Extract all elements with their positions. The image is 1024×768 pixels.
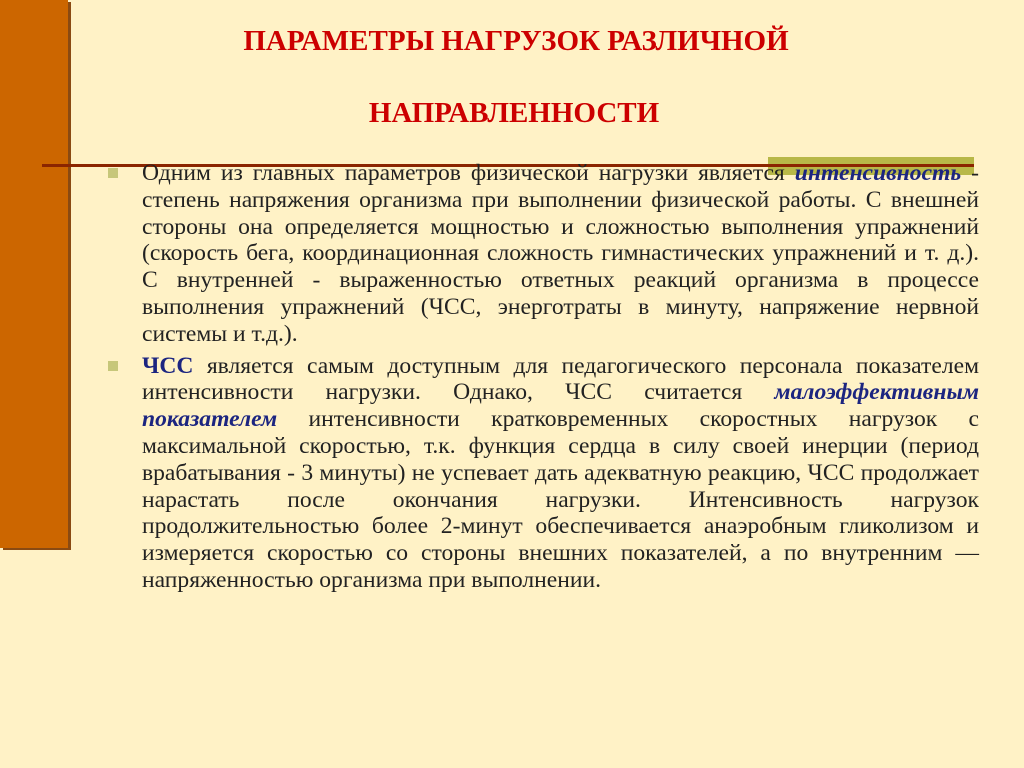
bullet-text <box>142 353 979 594</box>
bullet-2-text-before: является самым доступным для педагогического персонала показателем интенсивности нагрузки. Однако, ЧСС считается <box>142 352 979 406</box>
slide-title <box>0 20 1024 134</box>
square-bullet-icon <box>108 361 118 371</box>
bullet-2-text-after: интенсивности кратковременных скоростных нагрузок с максимальной скоростью, т.к. функция сердца в силу своей инерции (период врабатывания - 3 минуты) не успевает дать адекватную реакцию, ЧСС продолжает нарастать после окончания нагрузки. Интенсивность нагрузок продолжительностью более 2-минут обеспечивается анаэробным гликолизом и измеряется скоростью со стороны внешних показателей, а по внутренним — напряженностью организма при выполнении. <box>142 406 979 593</box>
bullet-item-heart-rate <box>106 353 979 594</box>
title-line-2: НАПРАВЛЕННОСТИ <box>368 97 660 129</box>
bullet-1-emphasis: интенсивность <box>794 160 962 186</box>
bullet-1-text-after: - степень напряжения организма при выполнении физической работы. С внешней стороны она определяется мощностью и сложностью выполнения упражнений (скорость бега, координационная сложность гимнастических упражнений и т. д.). С внутренней - выраженностью ответных реакций организма в процессе выполнения упражнений (ЧСС, энерготраты в минуту, напряжение нервной системы и т.д.). <box>142 160 979 347</box>
bullet-1-text-before: Одним из главных параметров физической нагрузки является <box>142 160 795 186</box>
slide-body <box>106 160 979 594</box>
title-line-1: ПАРАМЕТРЫ НАГРУЗОК РАЗЛИЧНОЙ <box>243 25 789 57</box>
bullet-2-lead: ЧСС <box>142 352 194 379</box>
bullet-text <box>142 160 979 348</box>
square-bullet-icon <box>108 168 118 178</box>
bullet-item-intensity <box>106 160 979 348</box>
bullet-2-emphasis: малоэффективным показателем <box>142 379 979 433</box>
